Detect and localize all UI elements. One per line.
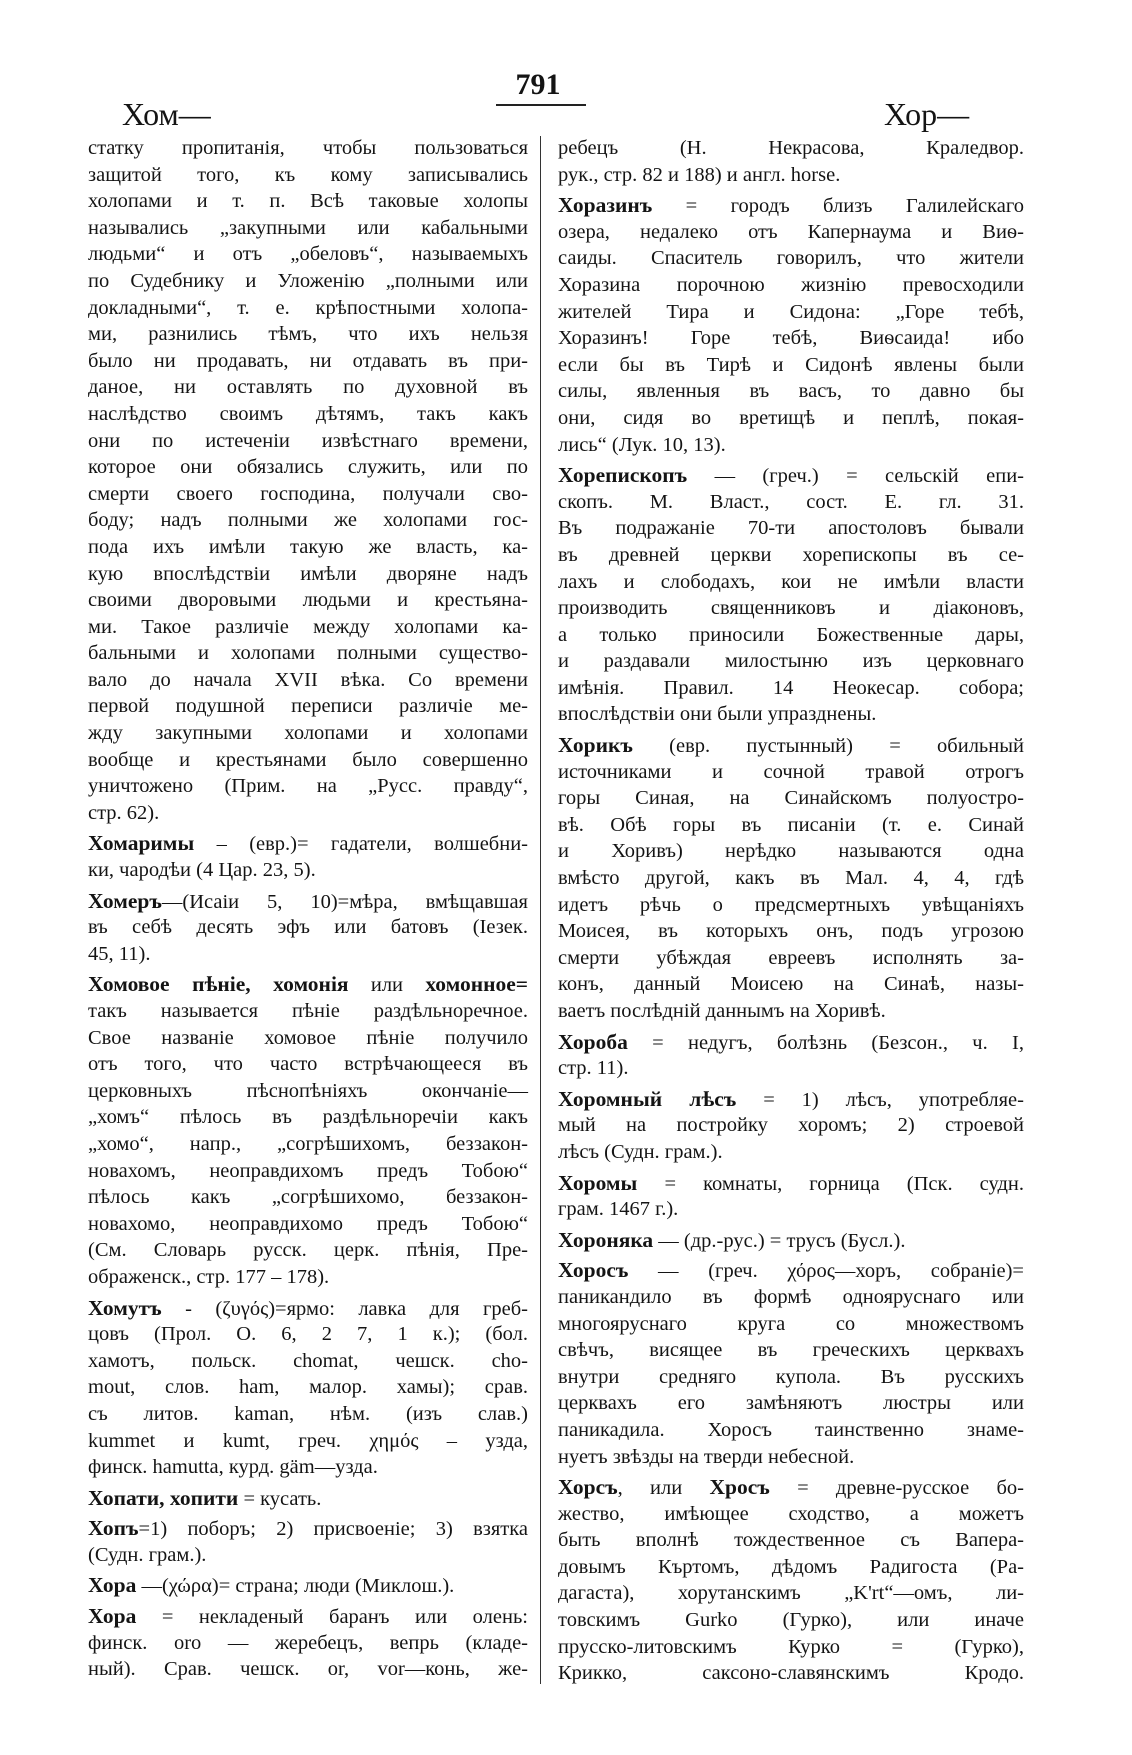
- text-line: [88, 800, 528, 827]
- text-line: [88, 1401, 528, 1428]
- text-line: [558, 1501, 1024, 1528]
- entry-headword-line: [558, 1086, 1024, 1113]
- entry-text: дагаста), хорутанскимъ „K'rt“—омъ, ли-: [558, 1582, 1024, 1605]
- entry-text: церковныхъ пѣснопѣніяхъ окончаніе—: [88, 1079, 528, 1102]
- running-head-left: Хом—: [122, 96, 211, 132]
- text-line: [558, 135, 1024, 162]
- entry-headword-line: [558, 462, 1024, 489]
- entry-text: лѣсъ (Судн. грам.).: [558, 1140, 723, 1163]
- text-line: [558, 759, 1024, 786]
- headword: Хороба: [558, 1029, 628, 1054]
- entry-text: боду; надъ полными же холопами гос-: [88, 509, 528, 532]
- entry-text: ображенск., стр. 177 – 178).: [88, 1265, 330, 1288]
- text-line: [88, 1428, 528, 1455]
- page-number: 791: [515, 68, 561, 101]
- text-line: [88, 374, 528, 401]
- entry-text: внутри средняго купола. Въ русскихъ: [558, 1365, 1024, 1388]
- text-line: [558, 595, 1024, 622]
- entry-text: отъ того, что часто встрѣчающееся въ: [88, 1053, 528, 1076]
- headword: Хора: [88, 1604, 137, 1629]
- entry-text: цовъ (Прол. О. 6, 2 7, 1 к.); (бол.: [88, 1323, 528, 1346]
- text-line: [88, 998, 528, 1025]
- entry-headword-line: [88, 1515, 528, 1542]
- text-line: [88, 1656, 528, 1683]
- entry-text: —(Исаіи 5, 10)=мѣра, вмѣщавшая: [161, 890, 528, 913]
- entry-text: а только приносили Божественные дары,: [558, 623, 1024, 646]
- text-line: [558, 1554, 1024, 1581]
- headword: Хомеръ: [88, 888, 162, 913]
- entry-text: Въ подражаніе 70-ти апостоловъ бывали: [558, 517, 1024, 540]
- entry-text: лахъ и слободахъ, кои не имѣли власти: [558, 570, 1024, 593]
- text-line: [558, 1284, 1024, 1311]
- page-number-rule: [496, 104, 586, 106]
- entry-text: которое они обязались служить, или по: [88, 456, 528, 479]
- headword: Хора: [88, 1573, 137, 1598]
- entry-text: ваетъ послѣдній даннымъ на Хоривѣ.: [558, 1000, 886, 1022]
- text-line: [88, 1184, 528, 1211]
- text-line: [88, 188, 528, 215]
- entry-text: ребецъ (Н. Некрасова, Краледвор.: [558, 137, 1024, 159]
- entry-text: ми, разнились тѣмъ, что ихъ нельзя: [88, 323, 528, 346]
- entry-headword-line: [88, 830, 528, 857]
- entry-text: было ни продавать, ни отдавать въ при-: [88, 349, 528, 372]
- text-line: [88, 1211, 528, 1238]
- left-column: [88, 135, 528, 1683]
- text-line: [558, 432, 1024, 459]
- text-line: [558, 865, 1024, 892]
- entry-text: прусско-литовскимъ Курко = (Гурко),: [558, 1635, 1024, 1658]
- text-line: [88, 1348, 528, 1375]
- entry-text: довымъ Къртомъ, дѣдомъ Радигоста (Ра-: [558, 1555, 1024, 1578]
- entry-text: впослѣдствіи они были упразднены.: [558, 703, 877, 726]
- headword: Хомутъ: [88, 1295, 162, 1320]
- entry-text: „хомо“, напр., „согрѣшихомъ, беззакон-: [88, 1132, 528, 1155]
- text-line: [558, 1634, 1024, 1661]
- entry-text: кую впослѣдствіи имѣли дворяне надъ: [88, 562, 528, 585]
- text-line: [88, 773, 528, 800]
- text-line: [88, 1542, 528, 1569]
- entry-text: смерти убѣждая евреевъ исполнять за-: [558, 946, 1024, 969]
- text-line: [558, 489, 1024, 516]
- entry-text: защитой того, къ кому записывались: [88, 163, 528, 186]
- entry-text: —(χώρα)= страна; люди (Миклош.).: [136, 1575, 455, 1598]
- entry-headword-line: [558, 1257, 1024, 1284]
- entry-text: жду закупными холопами и холопами: [88, 722, 528, 745]
- text-line: [558, 1055, 1024, 1082]
- entry-text: - (ζυγός)=ярмо: лавка для греб-: [161, 1297, 528, 1320]
- headword: Хомовое пѣніе, хомонія: [88, 972, 349, 997]
- entry-text: озера, недалеко отъ Капернаума и Виѳ-: [558, 220, 1024, 243]
- text-line: [88, 1104, 528, 1131]
- entry-headword-line: [88, 888, 528, 915]
- entry-text: церквахъ его замѣняютъ люстры или: [558, 1392, 1024, 1415]
- entry-text: первой подушной переписи различіе ме-: [88, 695, 528, 718]
- entry-text: =1) поборъ; 2) присвоеніе; 3) взятка: [138, 1518, 528, 1541]
- entry-text: вообще и крестьянами было совершенно: [88, 748, 528, 771]
- text-line: [88, 1078, 528, 1105]
- entry-headword-line: [88, 1485, 528, 1512]
- entry-text: производить священниковъ и діаконовъ,: [558, 597, 1024, 620]
- text-line: [558, 892, 1024, 919]
- text-line: [88, 401, 528, 428]
- text-line: [88, 268, 528, 295]
- entry-text: саиды. Спаситель говорилъ, что жители: [558, 247, 1024, 270]
- entry-text: = древне-русское бо-: [769, 1477, 1024, 1500]
- text-line: [88, 1237, 528, 1264]
- entry-text: въ себѣ десять эфъ или батовъ (Іезек.: [88, 916, 528, 939]
- text-line: [558, 1364, 1024, 1391]
- text-line: [558, 1139, 1024, 1166]
- entry-text: паникандило въ формѣ однояруснаго или: [558, 1285, 1024, 1308]
- entry-text: = городъ близъ Галилейскаго: [652, 195, 1024, 218]
- entry-text: Хоразинъ! Горе тебѣ, Виѳсаида! ибо: [558, 327, 1024, 350]
- entry-text: ми. Такое различіе между холопами ка-: [88, 615, 528, 638]
- text-line: [558, 1311, 1024, 1338]
- entry-text: рук., стр. 82 и 188) и англ. horse.: [558, 163, 841, 186]
- entry-text: (Судн. грам.).: [88, 1543, 207, 1566]
- entry-text: докладными“, т. е. крѣпостными холопа-: [88, 296, 528, 319]
- text-line: [558, 219, 1024, 246]
- headword: хомонное=: [425, 972, 529, 997]
- entry-text: финск. hamutta, курд. gäm—узда.: [88, 1456, 378, 1479]
- entry-text: жителей Тира и Сидона: „Горе тебѣ,: [558, 300, 1024, 323]
- entry-text: (евр. пустынный) = обильный: [632, 735, 1024, 758]
- entry-text: мый на постройку хоромъ; 2) строевой: [558, 1114, 1024, 1137]
- text-line: [88, 241, 528, 268]
- headword: Хорепископъ: [558, 463, 688, 488]
- entry-text: = недугъ, болѣзнь (Безсон., ч. I,: [627, 1031, 1024, 1054]
- entry-headword-line: [558, 192, 1024, 219]
- text-line: [88, 1321, 528, 1348]
- entry-text: , или: [617, 1477, 710, 1500]
- entry-text: статку пропитанія, чтобы пользоваться: [88, 137, 528, 159]
- entry-text: наслѣдство своимъ дѣтямъ, такъ какъ: [88, 402, 528, 425]
- entry-text: Крикко, саксоно-славянскимъ Кродо.: [558, 1662, 1024, 1685]
- text-line: [88, 428, 528, 455]
- entry-text: Хоразина порочною жизнію превосходили: [558, 273, 1024, 296]
- text-line: [558, 971, 1024, 998]
- text-line: [558, 569, 1024, 596]
- entry-text: = кусать.: [238, 1487, 322, 1510]
- entry-text: холопами и т. п. Всѣ таковые холопы: [88, 190, 528, 213]
- headword: Хоросъ: [558, 1258, 629, 1283]
- headword: Хороняка: [558, 1227, 654, 1252]
- right-column: [558, 135, 1024, 1687]
- text-line: [558, 1337, 1024, 1364]
- entry-text: по Судебнику и Уложенію „полными или: [88, 269, 528, 292]
- text-line: [558, 325, 1024, 352]
- entry-headword-line: [88, 971, 528, 998]
- entry-text: идетъ рѣчь о предсмертныхъ увѣщаніяхъ: [558, 893, 1024, 916]
- text-line: [558, 352, 1024, 379]
- entry-text: вало до начала XVII вѣка. Со времени: [88, 668, 528, 691]
- text-line: [88, 215, 528, 242]
- entry-text: бальными и холопами полными существо-: [88, 642, 528, 665]
- text-line: [88, 667, 528, 694]
- entry-headword-line: [558, 732, 1024, 759]
- entry-text: имѣнія. Правил. 14 Неокесар. собора;: [558, 676, 1024, 699]
- entry-headword-line: [558, 1170, 1024, 1197]
- text-line: [558, 785, 1024, 812]
- text-line: [558, 998, 1024, 1025]
- entry-text: пѣлось какъ „согрѣшихомо, беззакон-: [88, 1186, 528, 1209]
- text-line: [88, 1131, 528, 1158]
- entry-text: такъ называется пѣніе раздѣльноречное.: [88, 1000, 528, 1022]
- entry-text: ки, чародѣи (4 Цар. 23, 5).: [88, 859, 316, 882]
- entry-headword-line: [88, 1572, 528, 1599]
- headword: Хопъ: [88, 1516, 139, 1541]
- entry-text: жество, имѣющее сходство, а можетъ: [558, 1502, 1024, 1525]
- entry-text: быть вполнѣ тождественное съ Вапера-: [558, 1529, 1024, 1552]
- text-line: [88, 507, 528, 534]
- text-line: [88, 1264, 528, 1291]
- text-line: [88, 640, 528, 667]
- text-line: [558, 162, 1024, 189]
- text-line: [88, 1025, 528, 1052]
- headword: Хорикъ: [558, 733, 633, 758]
- entry-text: паникадила. Хоросъ таинственно знаме-: [558, 1418, 1024, 1441]
- entry-text: ный). Срав. чешск. or, vor—конь, же-: [88, 1658, 528, 1681]
- column-divider: [540, 136, 541, 1684]
- text-line: [558, 1196, 1024, 1223]
- entry-text: въ древней церкви хорепископы въ се-: [558, 543, 1024, 566]
- entry-text: если бы въ Тирѣ и Сидонѣ явлены были: [558, 353, 1024, 376]
- entry-text: и раздавали милостыню изъ церковнаго: [558, 650, 1024, 673]
- entry-text: они по истеченіи извѣстнаго времени,: [88, 429, 528, 452]
- text-line: [558, 1527, 1024, 1554]
- text-line: [558, 1417, 1024, 1444]
- entry-text: Свое названіе хомовое пѣніе получило: [88, 1026, 528, 1049]
- entry-text: и Хоривъ) нерѣдко называются одна: [558, 840, 1024, 863]
- entry-text: — (греч.) = сельскій епи-: [687, 465, 1024, 488]
- entry-text: — (греч. χόρος—хоръ, собраніе)=: [628, 1260, 1024, 1283]
- entry-text: грам. 1467 г.).: [558, 1198, 679, 1221]
- entry-text: – (евр.)= гадатели, волшебни-: [194, 833, 528, 856]
- entry-text: своими дворовыми людьми и крестьяна-: [88, 589, 528, 612]
- text-line: [558, 515, 1024, 542]
- text-line: [558, 1580, 1024, 1607]
- headword: Хомаримы: [88, 831, 195, 856]
- headword: Хоромный лѣсъ: [558, 1086, 737, 1111]
- entry-text: нуетъ звѣзды на тверди небесной.: [558, 1445, 855, 1468]
- text-line: [558, 1660, 1024, 1687]
- text-line: [88, 693, 528, 720]
- entry-text: или: [348, 974, 426, 997]
- entry-text: новахомъ, неоправдихомъ предъ Тобою“: [88, 1159, 528, 1182]
- text-line: [88, 135, 528, 162]
- entry-headword-line: [558, 1029, 1024, 1056]
- entry-text: (См. Словарь русск. церк. пѣнія, Пре-: [88, 1239, 528, 1262]
- text-line: [88, 454, 528, 481]
- entry-text: пода ихъ имѣли такую же власть, ка-: [88, 535, 528, 558]
- text-line: [558, 812, 1024, 839]
- text-line: [558, 838, 1024, 865]
- entry-text: лись“ (Лук. 10, 13).: [558, 433, 726, 456]
- entry-text: 45, 11).: [88, 942, 151, 965]
- entry-text: многояруснаго круга со множествомъ: [558, 1312, 1024, 1335]
- text-line: [88, 614, 528, 641]
- entry-text: = некладеный баранъ или олень:: [136, 1606, 528, 1629]
- text-line: [558, 1444, 1024, 1471]
- text-line: [558, 675, 1024, 702]
- text-line: [558, 918, 1024, 945]
- entry-text: вѣ. Обѣ горы въ писаніи (т. е. Синай: [558, 813, 1024, 836]
- entry-headword-line: [88, 1295, 528, 1322]
- entry-text: скопъ. М. Власт., сост. Е. гл. 31.: [558, 490, 1024, 513]
- entry-text: источниками и сочной травой отрогъ: [558, 760, 1024, 783]
- text-line: [88, 1374, 528, 1401]
- entry-text: финск. oro — жеребецъ, вепрь (кладе-: [88, 1631, 528, 1654]
- entry-text: = комнаты, горница (Пск. судн.: [637, 1172, 1024, 1195]
- entry-text: вмѣсто другой, какъ въ Мал. 4, 4, гдѣ: [558, 867, 1024, 890]
- text-line: [88, 481, 528, 508]
- text-line: [88, 914, 528, 941]
- entry-text: уничтожено (Прим. на „Русс. правду“,: [88, 775, 528, 798]
- running-head-right: Хор—: [884, 96, 970, 132]
- entry-text: mout, слов. ham, малор. хамы); срав.: [88, 1376, 528, 1399]
- entry-headword-line: [558, 1227, 1024, 1254]
- text-line: [88, 321, 528, 348]
- text-line: [558, 405, 1024, 432]
- entry-text: назывались „закупными или кабальными: [88, 216, 528, 239]
- entry-text: = 1) лѣсъ, употребляе-: [736, 1088, 1024, 1111]
- entry-text: новахомо, неоправдихомо предъ Тобою“: [88, 1212, 528, 1235]
- entry-text: смерти своего господина, получали сво-: [88, 482, 528, 505]
- headword: Хросъ: [709, 1475, 770, 1500]
- entry-text: стр. 11).: [558, 1057, 629, 1080]
- entry-text: конъ, данный Моисею на Синаѣ, назы-: [558, 973, 1024, 996]
- text-line: [558, 701, 1024, 728]
- entry-text: Моисея, въ которыхъ онъ, подъ угрозою: [558, 920, 1024, 943]
- text-line: [558, 378, 1024, 405]
- entry-text: съ литов. kaman, нѣм. (изъ слав.): [88, 1402, 528, 1425]
- entry-text: свѣчъ, висящее въ греческихъ церквахъ: [558, 1339, 1024, 1362]
- text-line: [558, 648, 1024, 675]
- text-line: [558, 272, 1024, 299]
- text-line: [88, 348, 528, 375]
- entry-text: „хомъ“ пѣлось въ раздѣльноречіи какъ: [88, 1106, 528, 1129]
- text-line: [558, 1607, 1024, 1634]
- text-line: [558, 299, 1024, 326]
- text-line: [88, 747, 528, 774]
- text-line: [88, 720, 528, 747]
- headword: Хоразинъ: [558, 193, 653, 218]
- entry-text: kummet и kumt, греч. χημός – узда,: [88, 1429, 528, 1452]
- text-line: [88, 941, 528, 968]
- text-line: [88, 1630, 528, 1657]
- entry-text: — (др.-рус.) = трусъ (Бусл.).: [653, 1229, 906, 1252]
- entry-headword-line: [88, 1603, 528, 1630]
- entry-text: хамотъ, польск. chomat, чешск. cho-: [88, 1349, 528, 1372]
- entry-text: горы Синая, на Синайскомъ полуостро-: [558, 787, 1024, 810]
- text-line: [88, 162, 528, 189]
- text-line: [558, 542, 1024, 569]
- text-line: [558, 622, 1024, 649]
- text-line: [558, 245, 1024, 272]
- headword: Хопати, хопити: [88, 1485, 239, 1510]
- entry-text: товскимъ Gurko (Гурко), или иначе: [558, 1609, 1024, 1632]
- text-line: [558, 945, 1024, 972]
- text-line: [558, 1390, 1024, 1417]
- entry-text: даное, ни оставлять по духовной въ: [88, 376, 528, 399]
- text-line: [88, 587, 528, 614]
- entry-headword-line: [558, 1474, 1024, 1501]
- headword: Хоромы: [558, 1170, 638, 1195]
- entry-text: они, сидя во вретищѣ и пеплѣ, покая-: [558, 406, 1024, 429]
- entry-text: силы, явленныя въ васъ, то давно бы: [558, 380, 1024, 403]
- text-line: [88, 1454, 528, 1481]
- entry-text: людьми“ и отъ „обеловъ“, называемыхъ: [88, 243, 528, 266]
- entry-text: стр. 62).: [88, 801, 160, 824]
- text-line: [558, 1112, 1024, 1139]
- text-line: [88, 561, 528, 588]
- text-line: [88, 295, 528, 322]
- text-line: [88, 1158, 528, 1185]
- text-line: [88, 857, 528, 884]
- text-line: [88, 1051, 528, 1078]
- headword: Хорсъ: [558, 1475, 618, 1500]
- text-line: [88, 534, 528, 561]
